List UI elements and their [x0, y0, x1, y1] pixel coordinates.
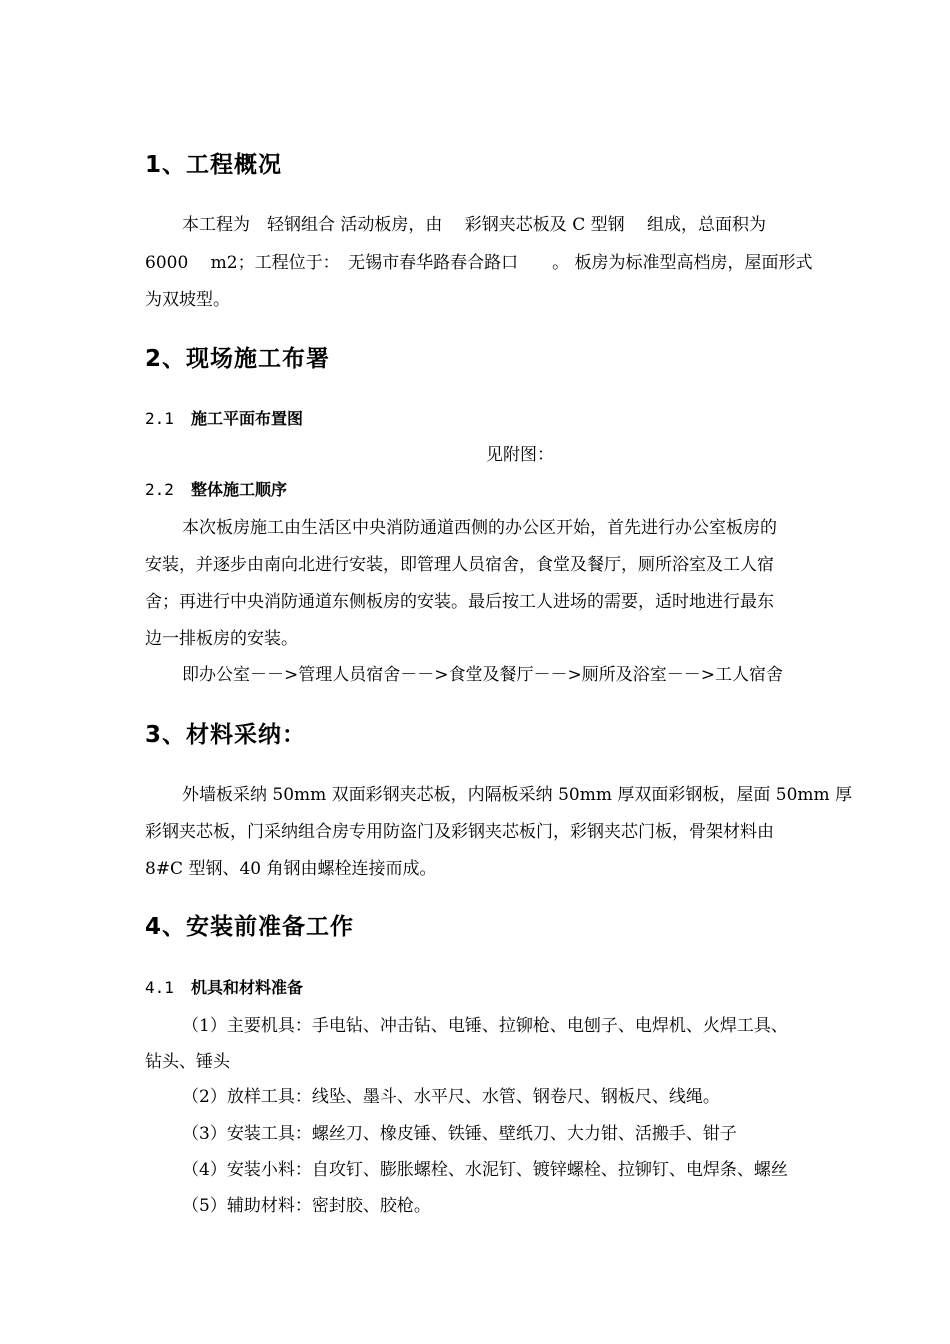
section-4-title: 4、安装前准备工作	[145, 914, 355, 940]
subsection-2-1-title: 施工平面布置图	[191, 409, 304, 428]
subsection-2-2-line-3: 舍；再进行中央消防通道东侧板房的安装。最后按工人进场的需要，适时地进行最东	[145, 592, 774, 612]
subsection-4-1-number: 4.1	[145, 978, 174, 997]
section-2-title: 2、现场施工布署	[145, 346, 331, 372]
subsection-4-1-title: 机具和材料准备	[191, 978, 304, 997]
subsection-2-1-number: 2.1	[145, 409, 174, 428]
section-1-line-1: 本工程为 轻钢组合 活动板房，由 彩钢夹芯板及 C 型钢 组成，总面积为	[182, 215, 767, 235]
section-3-line-3: 8#C 型钢、40 角钢由螺栓连接而成。	[145, 859, 437, 879]
section-1-line-2: 6000 m2；工程位于： 无锡市春华路春合路口 。 板房为标准型高档房，屋面形式	[145, 253, 813, 273]
subsection-4-1-line-2: 钻头、锤头	[145, 1052, 230, 1072]
section-1-line-3: 为双坡型。	[145, 290, 230, 310]
subsection-2-1-text: 见附图：	[486, 445, 554, 465]
subsection-4-1-line-1: （1）主要机具：手电钻、冲击钻、电锤、拉铆枪、电刨子、电焊机、火焊工具、	[182, 1016, 788, 1036]
subsection-2-2-line-2: 安装，并逐步由南向北进行安装，即管理人员宿舍，食堂及餐厅，厕所浴室及工人宿	[145, 555, 774, 575]
subsection-2-2-title: 整体施工顺序	[191, 480, 288, 499]
section-3-line-1: 外墙板采纳 50mm 双面彩钢夹芯板，内隔板采纳 50mm 厚双面彩钢板，屋面 50mm 厚	[182, 785, 853, 805]
subsection-2-2-number: 2.2	[145, 480, 174, 499]
subsection-4-1-line-6: （5）辅助材料：密封胶、胶枪。	[182, 1196, 431, 1216]
section-3-line-2: 彩钢夹芯板，门采纳组合房专用防盗门及彩钢夹芯板门，彩钢夹芯门板，骨架材料由	[145, 822, 774, 842]
subsection-4-1-line-3: （2）放样工具：线坠、墨斗、水平尺、水管、钢卷尺、钢板尺、线绳。	[182, 1087, 720, 1107]
section-3-title: 3、材料采纳：	[145, 722, 307, 748]
subsection-4-1-line-4: （3）安装工具：螺丝刀、橡皮锤、铁锤、壁纸刀、大力钳、活搬手、钳子	[182, 1124, 737, 1144]
section-1-title: 1、工程概况	[145, 152, 283, 178]
subsection-2-2-line-1: 本次板房施工由生活区中央消防通道西侧的办公区开始，首先进行办公室板房的	[182, 518, 777, 538]
subsection-2-2-line-5: 即办公室－－>管理人员宿舍－－>食堂及餐厅－－>厕所及浴室－－>工人宿舍	[182, 665, 783, 685]
subsection-4-1-line-5: （4）安装小料：自攻钉、膨胀螺栓、水泥钉、镀锌螺栓、拉铆钉、电焊条、螺丝	[182, 1160, 788, 1180]
subsection-4-1-heading	[145, 975, 303, 998]
subsection-2-2-heading	[145, 477, 287, 500]
subsection-2-1-heading	[145, 406, 303, 429]
subsection-2-2-line-4: 边一排板房的安装。	[145, 629, 298, 649]
